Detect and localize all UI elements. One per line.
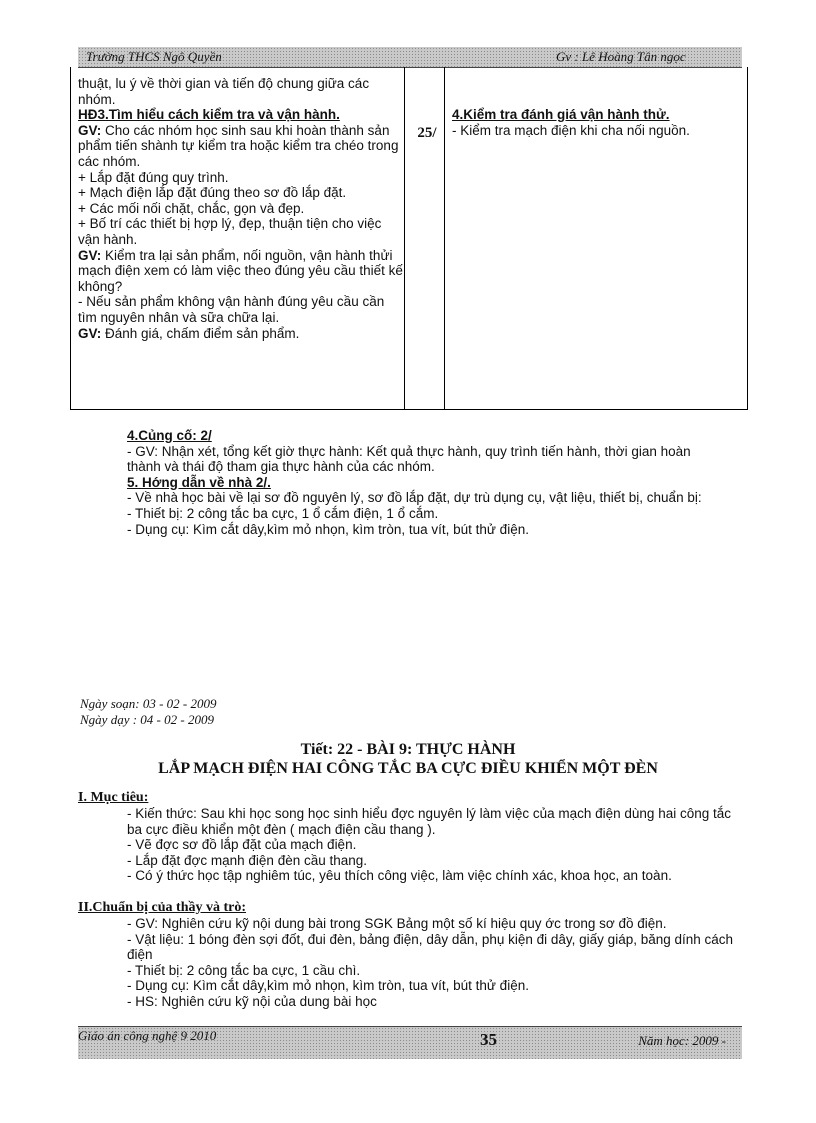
check-item: + Bố trí các thiết bị hợp lý, đẹp, thuận tiện cho việc vận hành. bbox=[78, 216, 382, 247]
page-footer bbox=[78, 1026, 742, 1059]
header-teacher: Gv : Lê Hoàng Tân ngọc bbox=[556, 49, 686, 64]
footer-left: Giáo án công nghệ 9 2010 bbox=[78, 1028, 217, 1043]
preparation-item: - GV: Nghiên cứu kỹ nội dung bài trong SGK Bảng một số kí hiệu quy ớc trong sơ đồ điện. bbox=[127, 916, 667, 931]
footer-right: Năm học: 2009 - bbox=[638, 1033, 726, 1048]
date-prepared: Ngày soạn: 03 - 02 - 2009 bbox=[80, 696, 217, 711]
column-divider bbox=[444, 67, 445, 409]
header-school: Trường THCS Ngô Quyền bbox=[86, 49, 222, 64]
homework-line: - Dụng cụ: Kìm cắt dây,kìm mỏ nhọn, kìm tròn, tua vít, bút thử điện. bbox=[127, 521, 529, 537]
check-item: + Các mối nối chặt, chắc, gọn và đẹp. bbox=[78, 200, 305, 216]
preparation-item: - Dụng cụ: Kìm cắt dây,kìm mỏ nhọn, kìm tròn, tua vít, bút thử điện. bbox=[127, 978, 529, 994]
time-cell: 25/ bbox=[417, 125, 437, 141]
objective-item: - Vẽ đợc sơ đồ lắp đặt của mạch điện. bbox=[127, 837, 357, 853]
content-heading: 4.Kiểm tra đánh giá vận hành thử. bbox=[452, 107, 670, 122]
consolidation-title: 4.Củng cố: 2/ bbox=[127, 428, 212, 443]
column-divider bbox=[404, 67, 405, 409]
objectives-title: I. Mục tiêu: bbox=[78, 790, 149, 805]
preparation-item: - HS: Nghiên cứu kỹ nội của dung bài học bbox=[127, 993, 377, 1009]
content-cell bbox=[452, 107, 742, 138]
date-taught: Ngày dạy : 04 - 02 - 2009 bbox=[80, 712, 214, 727]
objective-item: - Kiến thức: Sau khi học song học sinh hiểu đợc nguyên lý làm việc của mạch điện dùng hai công tắc ba cực điều khiển một đèn ( mạch điện cầu thang ). bbox=[127, 806, 731, 837]
lesson-table bbox=[70, 67, 748, 410]
consolidation-text: - GV: Nhận xét, tổng kết giờ thực hành: Kết quả thực hành, quy trình tiến hành, thời gian hoàn thành và thái độ tham gia thực hành của các nhóm. bbox=[127, 443, 691, 475]
check-item: + Lắp đặt đúng quy trình. bbox=[78, 169, 229, 185]
activity-intro: thuật, lu ý về thời gian và tiến độ chung giữa các nhóm. bbox=[78, 76, 370, 107]
preparation-item: - Thiết bị: 2 công tắc ba cực, 1 cầu chì. bbox=[127, 962, 361, 978]
lesson-subtitle: LẮP MẠCH ĐIỆN HAI CÔNG TẮC BA CỰC ĐIỀU KHIỂN MỘT ĐÈN bbox=[158, 760, 658, 777]
homework-title: 5. Hớng dẫn về nhà 2/. bbox=[127, 474, 271, 490]
gv-instruction: GV: Đánh giá, chấm điểm sản phẩm. bbox=[78, 325, 300, 341]
homework-line: - Thiết bị: 2 công tắc ba cực, 1 ổ cắm điện, 1 ổ cắm. bbox=[127, 505, 439, 521]
check-item: + Mạch điện lắp đặt đúng theo sơ đồ lắp đặt. bbox=[78, 185, 347, 201]
consolidation-section bbox=[127, 428, 727, 537]
activity-cell bbox=[78, 76, 404, 341]
lesson-dates bbox=[80, 696, 217, 728]
lesson-title: Tiết: 22 - BÀI 9: THỰC HÀNH bbox=[300, 741, 516, 758]
homework-line: - Về nhà học bài về lại sơ đồ nguyên lý, sơ đồ lắp đặt, dự trù dụng cụ, vật liệu, thiết bị, chuẩn bị: bbox=[127, 490, 702, 506]
preparation-title: II.Chuẩn bị của thầy và trò: bbox=[78, 900, 247, 915]
objective-item: - Lắp đặt đợc mạnh điện đèn cầu thang. bbox=[127, 852, 368, 868]
check-item: - Nếu sản phẩm không vận hành đúng yêu cầu cần tìm nguyên nhân và sữa chữa lại. bbox=[78, 294, 385, 325]
content-text: - Kiểm tra mạch điện khi cha nối nguồn. bbox=[452, 122, 690, 138]
gv-instruction: GV: Cho các nhóm học sinh sau khi hoàn thành sản phẩm tiến shành tự kiểm tra hoặc kiểm tra chéo trong các nhóm. bbox=[78, 122, 399, 169]
objectives-section bbox=[127, 806, 739, 884]
gv-instruction: GV: Kiểm tra lại sản phẩm, nối nguồn, vận hành thửi mạch điện xem có làm việc theo đúng yêu cầu thiết kế không? bbox=[78, 247, 403, 294]
activity-heading: HĐ3.Tìm hiểu cách kiểm tra và vận hành. bbox=[78, 107, 340, 123]
page-header bbox=[78, 47, 742, 68]
preparation-section bbox=[127, 916, 739, 1010]
objective-item: - Có ý thức học tập nghiêm túc, yêu thích công việc, làm việc chính xác, khoa học, an toàn. bbox=[127, 868, 672, 884]
preparation-item: - Vật liệu: 1 bóng đèn sợi đốt, đui đèn, bảng điện, dây dẫn, phụ kiện đi dây, giấy giáp, băng dính cách điện bbox=[127, 931, 734, 963]
page-number: 35 bbox=[480, 1030, 497, 1049]
